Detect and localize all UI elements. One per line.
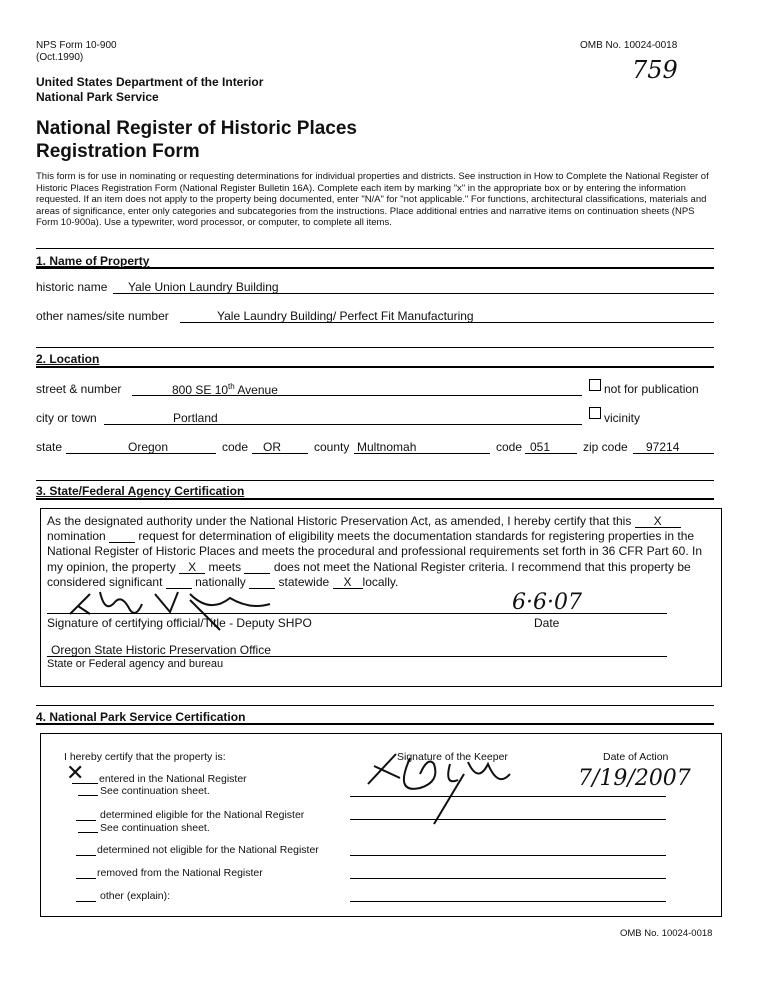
county-code-label: code [496, 440, 523, 454]
county-label: county [314, 440, 350, 454]
county-code-field[interactable]: 051 [530, 440, 551, 454]
divider [36, 267, 714, 269]
agency-line [47, 656, 667, 657]
keeper-line-2 [350, 819, 666, 820]
not-for-publication-checkbox[interactable] [589, 379, 601, 391]
signature-label: Signature of certifying official/Title - Deputy SHPO [47, 616, 312, 630]
city-label: city or town [36, 411, 97, 425]
divider [36, 705, 714, 706]
state-label: state [36, 440, 63, 454]
keeper-line-3 [350, 855, 666, 856]
not-for-publication-label: not for publication [604, 382, 699, 396]
divider [36, 248, 714, 249]
city-field[interactable]: Portland [173, 411, 218, 425]
vicinity-checkbox[interactable] [589, 407, 601, 419]
cert-mark-request[interactable] [109, 530, 135, 543]
eligible-line[interactable] [76, 820, 96, 821]
action-date: 7/19/2007 [578, 766, 691, 791]
not-eligible-label: determined not eligible for the National Register [97, 844, 319, 856]
cert-nomination: nomination [47, 529, 106, 544]
handwritten-number: 759 [632, 56, 678, 84]
state-field[interactable]: Oregon [128, 440, 169, 454]
keeper-label: Signature of the Keeper [397, 751, 508, 763]
other-label: other (explain): [100, 890, 171, 902]
section-1-heading: 1. Name of Property [36, 254, 150, 268]
removed-label: removed from the National Register [97, 867, 263, 879]
date-of-action-label: Date of Action [603, 751, 669, 763]
entered-continuation-label: See continuation sheet. [100, 785, 210, 797]
cert-mark-meets[interactable]: X [179, 561, 205, 574]
other-names-label: other names/site number [36, 309, 169, 323]
cert-nationally: nationally [195, 574, 246, 589]
title-line-2: Registration Form [36, 141, 200, 162]
cert-locally: locally. [362, 574, 399, 589]
cert-statewide: statewide [278, 574, 330, 589]
state-code-label: code [222, 440, 249, 454]
eligible-continuation-label: See continuation sheet. [100, 822, 210, 834]
omb-number: OMB No. 10024-0018 [580, 40, 678, 51]
form-number: NPS Form 10-900 [36, 40, 117, 51]
department: United States Department of the Interior [36, 75, 264, 89]
other-line[interactable] [76, 901, 96, 902]
street-suffix: th [228, 382, 235, 391]
cert-mark-nomination[interactable]: X [635, 515, 681, 528]
certification-date: 6·6·07 [512, 590, 582, 615]
divider [36, 480, 714, 481]
entered-continuation-line[interactable] [78, 795, 98, 796]
certification-text [47, 514, 717, 590]
section-4-heading: 4. National Park Service Certification [36, 710, 246, 724]
cert-mark-locally[interactable]: X [333, 576, 363, 589]
street-type: Avenue [234, 383, 278, 397]
keeper-line-1 [350, 796, 666, 797]
historic-name-label: historic name [36, 280, 108, 294]
zip-label: zip code [583, 440, 628, 454]
removed-line[interactable] [76, 878, 96, 879]
service: National Park Service [36, 90, 159, 104]
other-names-field[interactable]: Yale Laundry Building/ Perfect Fit Manufacturing [217, 309, 474, 323]
cert-meets: meets [208, 559, 242, 574]
entered-line[interactable] [72, 783, 98, 784]
cert-line-1: As the designated authority under the National Historic Preservation Act, as amended, I hereby certify that this [47, 514, 632, 528]
intro-text: This form is for use in nominating or requesting determinations for individual properties and districts. See instruction in How to Complete the National Register of Historic Places Registration Form (National Register Bulletin 16A). Complete each item by marking "x" in the appropriate box or by entering the information requested. If an item does not apply to the property being documented, enter "N/A" for "not applicable." For functions, architectural classifications, materials and areas of significance, enter only categories and subcategories from the instructions. Place additional entries and narrative items on continuation sheets (NPS Form 10-900a). Use a typewriter, word processor, or computer, to complete all items. [36, 171, 709, 229]
vicinity-label: vicinity [604, 411, 641, 425]
divider [36, 498, 714, 500]
divider [36, 366, 714, 368]
county-field[interactable]: Multnomah [357, 440, 417, 454]
certify-text: I hereby certify that the property is: [64, 751, 226, 763]
cert-line-2: request for determination of eligibility meets the documentation standards for registering properties in the National Register of Historic Places and meets the procedural and professional requirements set forth in 36 CFR Part 60. In my opinion, the property [47, 529, 702, 574]
form-date: (Oct.1990) [36, 52, 84, 63]
divider [36, 723, 714, 725]
agency-label: State or Federal agency and bureau [47, 658, 224, 670]
cert-mark-not-meet[interactable] [244, 561, 270, 574]
title-line-1: National Register of Historic Places [36, 118, 357, 139]
keeper-line-4 [350, 878, 666, 879]
state-code-field[interactable]: OR [263, 440, 281, 454]
section-3-heading: 3. State/Federal Agency Certification [36, 484, 245, 498]
keeper-line-5 [350, 901, 666, 902]
eligible-label: determined eligible for the National Register [100, 809, 305, 821]
street-number: 800 SE 10 [172, 383, 229, 397]
street-field[interactable] [172, 382, 278, 397]
x-mark: ✕ [66, 760, 85, 785]
not-eligible-line[interactable] [76, 855, 96, 856]
section-2-heading: 2. Location [36, 352, 100, 366]
cert-line-3: does not meet the National Register criteria. I recommend that this property be considered significant [47, 559, 691, 589]
divider [36, 347, 714, 348]
keeper-signature [360, 744, 540, 834]
entered-label: entered in the National Register [99, 773, 247, 785]
historic-name-field[interactable]: Yale Union Laundry Building [128, 280, 279, 294]
eligible-continuation-line[interactable] [78, 832, 98, 833]
date-label: Date [534, 616, 560, 630]
agency-field[interactable]: Oregon State Historic Preservation Office [51, 643, 271, 657]
street-label: street & number [36, 382, 122, 396]
zip-field[interactable]: 97214 [646, 440, 680, 454]
footer-omb: OMB No. 10024-0018 [620, 928, 713, 939]
